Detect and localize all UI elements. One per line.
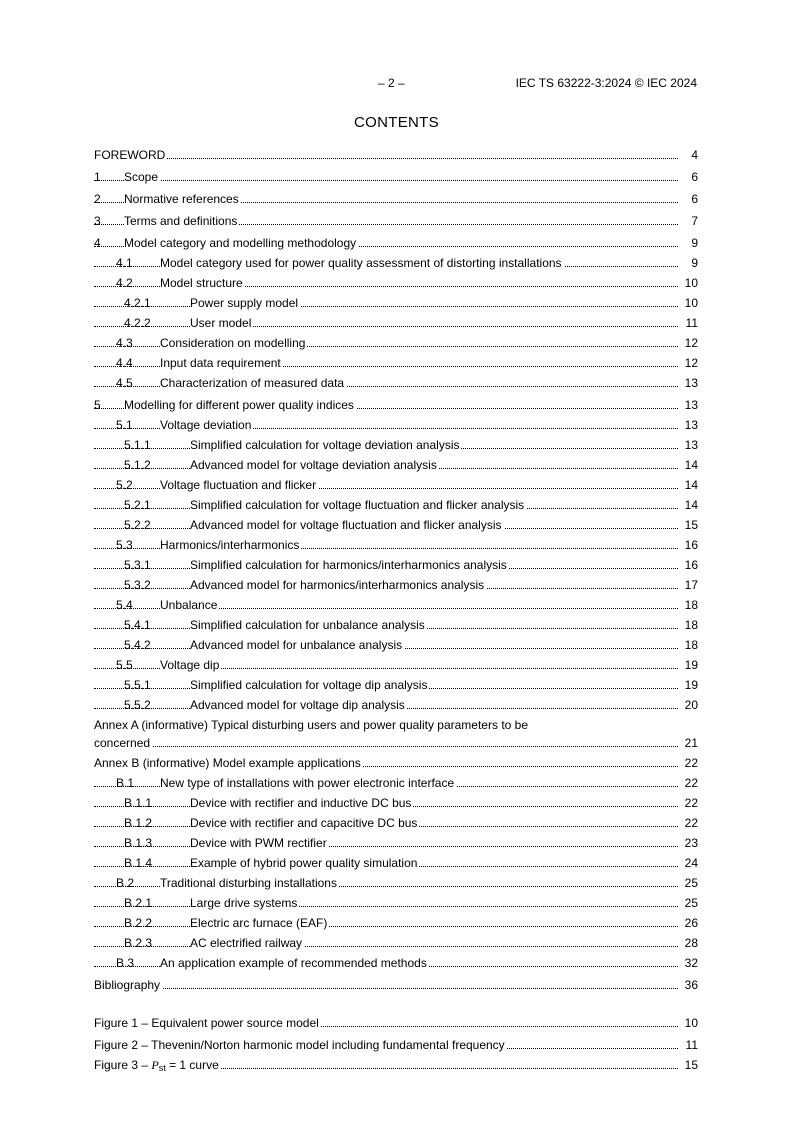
toc-entry-number: 5.1.2	[124, 458, 151, 472]
toc-entry[interactable]	[94, 874, 698, 892]
toc-entry-number: B.1.3	[124, 836, 153, 850]
toc-entry-number: 1	[94, 170, 101, 184]
toc-entry[interactable]	[94, 934, 698, 952]
toc-main-list	[94, 146, 698, 714]
toc-entry-label: Example of hybrid power quality simulation	[190, 856, 418, 870]
toc-entry-label: Normative references	[124, 192, 239, 206]
toc-entry-label: Advanced model for harmonics/interharmonics analysis	[190, 578, 485, 592]
toc-entry-page: 11	[685, 1038, 698, 1052]
toc-entry-page: 10	[684, 276, 698, 290]
toc-entry-label: New type of installations with power electronic interface	[160, 776, 455, 790]
toc-entry[interactable]	[94, 656, 698, 674]
toc-entry[interactable]	[94, 234, 698, 252]
toc-entry-label: An application example of recommended methods	[160, 956, 427, 970]
toc-entry-page: 21	[684, 736, 698, 750]
toc-entry[interactable]	[94, 616, 698, 634]
toc-entry-label: Bibliography	[94, 978, 161, 992]
toc-entry-page: 15	[684, 518, 698, 532]
toc-entry-page: 22	[684, 796, 698, 810]
toc-entry-number: 5.2	[116, 478, 133, 492]
toc-entry-page: 13	[684, 438, 698, 452]
toc-entry[interactable]	[94, 334, 698, 352]
toc-entry-page: 16	[684, 538, 698, 552]
toc-entry-page: 22	[684, 776, 698, 790]
toc-entry[interactable]	[94, 914, 698, 932]
toc-entry-number: B.1.2	[124, 816, 153, 830]
toc-entry[interactable]	[94, 774, 698, 792]
toc-entry-label: Figure $3 - P_{st} = 1$ curve	[94, 1056, 221, 1077]
toc-entry-page: 13	[684, 376, 698, 390]
toc-entry-page: 36	[684, 978, 698, 992]
toc-entry-number: 4.1	[116, 256, 133, 270]
toc-entry-number: 4.2.1	[124, 296, 151, 310]
toc-entry-number: B.2	[116, 876, 135, 890]
toc-entry-page: 14	[684, 458, 698, 472]
toc-entry-page: 19	[684, 678, 698, 692]
toc-entry-number: 4.5	[116, 376, 133, 390]
toc-entry-label: Voltage dip	[160, 658, 220, 672]
toc-entry-label: Modelling for different power quality indices	[124, 398, 354, 412]
toc-entry-page: 7	[691, 214, 698, 228]
toc-entry-page: 25	[684, 876, 698, 890]
toc-entry-page: 26	[684, 916, 698, 930]
toc-entry-number: 5.4.1	[124, 618, 151, 632]
toc-entry[interactable]	[94, 536, 698, 554]
toc-entry-label: AC electrified railway	[190, 936, 303, 950]
toc-entry[interactable]	[94, 374, 698, 392]
toc-entry[interactable]	[94, 854, 698, 872]
document-id: IEC TS 63222-3:2024 © IEC 2024	[515, 76, 697, 90]
toc-entry[interactable]	[94, 814, 698, 832]
toc-entry-number: B.2.2	[124, 916, 153, 930]
toc-entry-number: 2	[94, 192, 101, 206]
toc-entry[interactable]	[94, 354, 698, 372]
toc-entry-number: 5.3.1	[124, 558, 151, 572]
toc-entry-number: 5.4	[116, 598, 133, 612]
toc-entry[interactable]	[94, 696, 698, 714]
toc-entry-label: Electric arc furnace (EAF)	[190, 916, 328, 930]
toc-entry-page: 10	[684, 1016, 698, 1030]
toc-entry-label: Input data requirement	[160, 356, 281, 370]
toc-entry[interactable]	[94, 496, 698, 514]
toc-entry-label: Simplified calculation for voltage dip analysis	[190, 678, 428, 692]
toc-entry-page: 13	[684, 418, 698, 432]
toc-entry-page: 22	[684, 756, 698, 770]
toc-entry-label: FOREWORD	[94, 148, 166, 162]
toc-entry-page: 14	[684, 498, 698, 512]
toc-entry-number: 5.1.1	[124, 438, 151, 452]
toc-entry[interactable]	[94, 314, 698, 332]
toc-entry-number: 5	[94, 398, 101, 412]
toc-entry-label: User model	[190, 316, 252, 330]
toc-entry-number: B.2.1	[124, 896, 153, 910]
toc-entry-label: Terms and definitions	[124, 214, 238, 228]
toc-entry-number: 4.4	[116, 356, 133, 370]
toc-entry-number: 5.3	[116, 538, 133, 552]
figure-list	[94, 1014, 698, 1074]
toc-entry-label: Scope	[124, 170, 159, 184]
toc-entry-number: 5.5.1	[124, 678, 151, 692]
toc-entry-label: Annex B (informative) Model example applications	[94, 756, 361, 770]
toc-entry-label: Annex A (informative) Typical disturbing users and power quality parameters to be	[94, 718, 529, 732]
toc-entry-number: 5.2.2	[124, 518, 151, 532]
toc-entry-label: Unbalance	[160, 598, 218, 612]
toc-entry-label: Model category used for power quality assessment of distorting installations	[160, 256, 562, 270]
toc-entry-label: Simplified calculation for unbalance analysis	[190, 618, 425, 632]
toc-entry-number: 5.2.1	[124, 498, 151, 512]
toc-entry-label: Figure 1 – Equivalent power source model	[94, 1016, 319, 1030]
toc-entry-page: 18	[684, 598, 698, 612]
toc-entry-label: Figure 2 – Thevenin/Norton harmonic model including fundamental frequency	[94, 1038, 505, 1052]
toc-entry-page: 4	[691, 148, 698, 162]
toc-entry-page: 10	[684, 296, 698, 310]
toc-entry-number: 5.5.2	[124, 698, 151, 712]
toc-entry-label: Voltage fluctuation and flicker	[160, 478, 317, 492]
toc-entry[interactable]	[94, 190, 698, 208]
toc-entry-page: 12	[684, 336, 698, 350]
toc-entry-number: 5.1	[116, 418, 133, 432]
toc-entry-number: 4.3	[116, 336, 133, 350]
toc-entry[interactable]	[94, 396, 698, 414]
toc-entry[interactable]	[94, 274, 698, 292]
toc-entry[interactable]	[94, 436, 698, 454]
toc-entry-label: concerned	[94, 736, 151, 750]
toc-entry-page: 11	[685, 316, 698, 330]
toc-entry-page: 20	[684, 698, 698, 712]
toc-entry-number: 3	[94, 214, 101, 228]
toc-entry-number: 4	[94, 236, 101, 250]
toc-entry[interactable]	[94, 954, 698, 972]
toc-entry-number: 5.4.2	[124, 638, 151, 652]
toc-entry-label: Advanced model for voltage deviation analysis	[190, 458, 437, 472]
toc-entry-label: Harmonics/interharmonics	[160, 538, 300, 552]
toc-entry[interactable]	[94, 794, 698, 812]
toc-entry[interactable]	[94, 1014, 698, 1032]
toc-entry[interactable]	[94, 212, 698, 230]
toc-entry[interactable]	[94, 168, 698, 186]
toc-entry-label: Consideration on modelling	[160, 336, 306, 350]
toc-entry[interactable]	[94, 416, 698, 434]
toc-entry-page: 16	[684, 558, 698, 572]
toc-entry[interactable]	[94, 754, 698, 772]
toc-entry-page: 15	[684, 1058, 698, 1072]
toc-entry-page: 9	[691, 236, 698, 250]
toc-entry[interactable]	[94, 294, 698, 312]
toc-entry[interactable]	[94, 676, 698, 694]
toc-entry-page: 13	[684, 398, 698, 412]
toc-entry-label: Power supply model	[190, 296, 299, 310]
toc-entry-label: Model category and modelling methodology	[124, 236, 357, 250]
toc-entry-page: 19	[684, 658, 698, 672]
toc-entry-page: 6	[691, 170, 698, 184]
pst-symbol: P	[151, 1058, 159, 1072]
toc-entry-number: 5.3.2	[124, 578, 151, 592]
toc-entry-label: Characterization of measured data	[160, 376, 345, 390]
page-number: – 2 –	[378, 76, 405, 90]
toc-entry-annex-a[interactable]	[94, 716, 698, 752]
toc-entry-number: B.3	[116, 956, 135, 970]
toc-entry-label: Simplified calculation for voltage deviation analysis	[190, 438, 460, 452]
toc-entry-label: Model structure	[160, 276, 243, 290]
toc-entry-page: 17	[684, 578, 698, 592]
toc-entry-page: 18	[684, 638, 698, 652]
toc-entry-number: 4.2.2	[124, 316, 151, 330]
toc-entry-label: Voltage deviation	[160, 418, 252, 432]
toc-entry-label: Simplified calculation for harmonics/interharmonics analysis	[190, 558, 507, 572]
toc-entry[interactable]	[94, 834, 698, 852]
toc-entry[interactable]	[94, 556, 698, 574]
toc-entry[interactable]	[94, 596, 698, 614]
toc-entry-number: B.2.3	[124, 936, 153, 950]
toc-entry-page: 9	[691, 256, 698, 270]
toc-entry[interactable]	[94, 254, 698, 272]
toc-entry-number: B.1.4	[124, 856, 153, 870]
toc-entry-number: B.1.1	[124, 796, 153, 810]
toc-entry-label: Large drive systems	[190, 896, 298, 910]
toc-entry-page: 14	[684, 478, 698, 492]
toc-entry[interactable]	[94, 476, 698, 494]
toc-entry-label: Traditional disturbing installations	[160, 876, 337, 890]
toc-entry[interactable]	[94, 894, 698, 912]
toc-entry-label: Device with rectifier and capacitive DC bus	[190, 816, 418, 830]
toc-entry[interactable]	[94, 1036, 698, 1054]
toc-entry-label: Simplified calculation for voltage fluctuation and flicker analysis	[190, 498, 525, 512]
toc-entry[interactable]	[94, 146, 698, 164]
toc-entry-page: 12	[684, 356, 698, 370]
toc-entry[interactable]	[94, 456, 698, 474]
toc-entry-page: 25	[684, 896, 698, 910]
toc-entry[interactable]	[94, 636, 698, 654]
toc-entry-page: 28	[684, 936, 698, 950]
toc-entry-number: 4.2	[116, 276, 133, 290]
toc-entry-label: Device with PWM rectifier	[190, 836, 327, 850]
toc-entry-label: Advanced model for voltage dip analysis	[190, 698, 405, 712]
toc-entry-page: 18	[684, 618, 698, 632]
toc-entry-page: 6	[691, 192, 698, 206]
toc-entry-number: B.1	[116, 776, 135, 790]
toc-entry-page: 32	[684, 956, 698, 970]
toc-entry[interactable]	[94, 576, 698, 594]
toc-annex-list	[94, 754, 698, 994]
table-of-contents	[94, 146, 698, 1074]
toc-entry[interactable]	[94, 516, 698, 534]
toc-entry[interactable]	[94, 976, 698, 994]
contents-title: CONTENTS	[354, 114, 439, 131]
toc-entry-label: Advanced model for unbalance analysis	[190, 638, 403, 652]
toc-entry-figure-3[interactable]	[94, 1056, 698, 1074]
toc-entry-page: 22	[684, 816, 698, 830]
toc-entry-number: 5.5	[116, 658, 133, 672]
toc-entry-page: 24	[684, 856, 698, 870]
toc-entry-page: 23	[684, 836, 698, 850]
toc-entry-label: Device with rectifier and inductive DC bus	[190, 796, 412, 810]
toc-entry-label: Advanced model for voltage fluctuation and flicker analysis	[190, 518, 502, 532]
